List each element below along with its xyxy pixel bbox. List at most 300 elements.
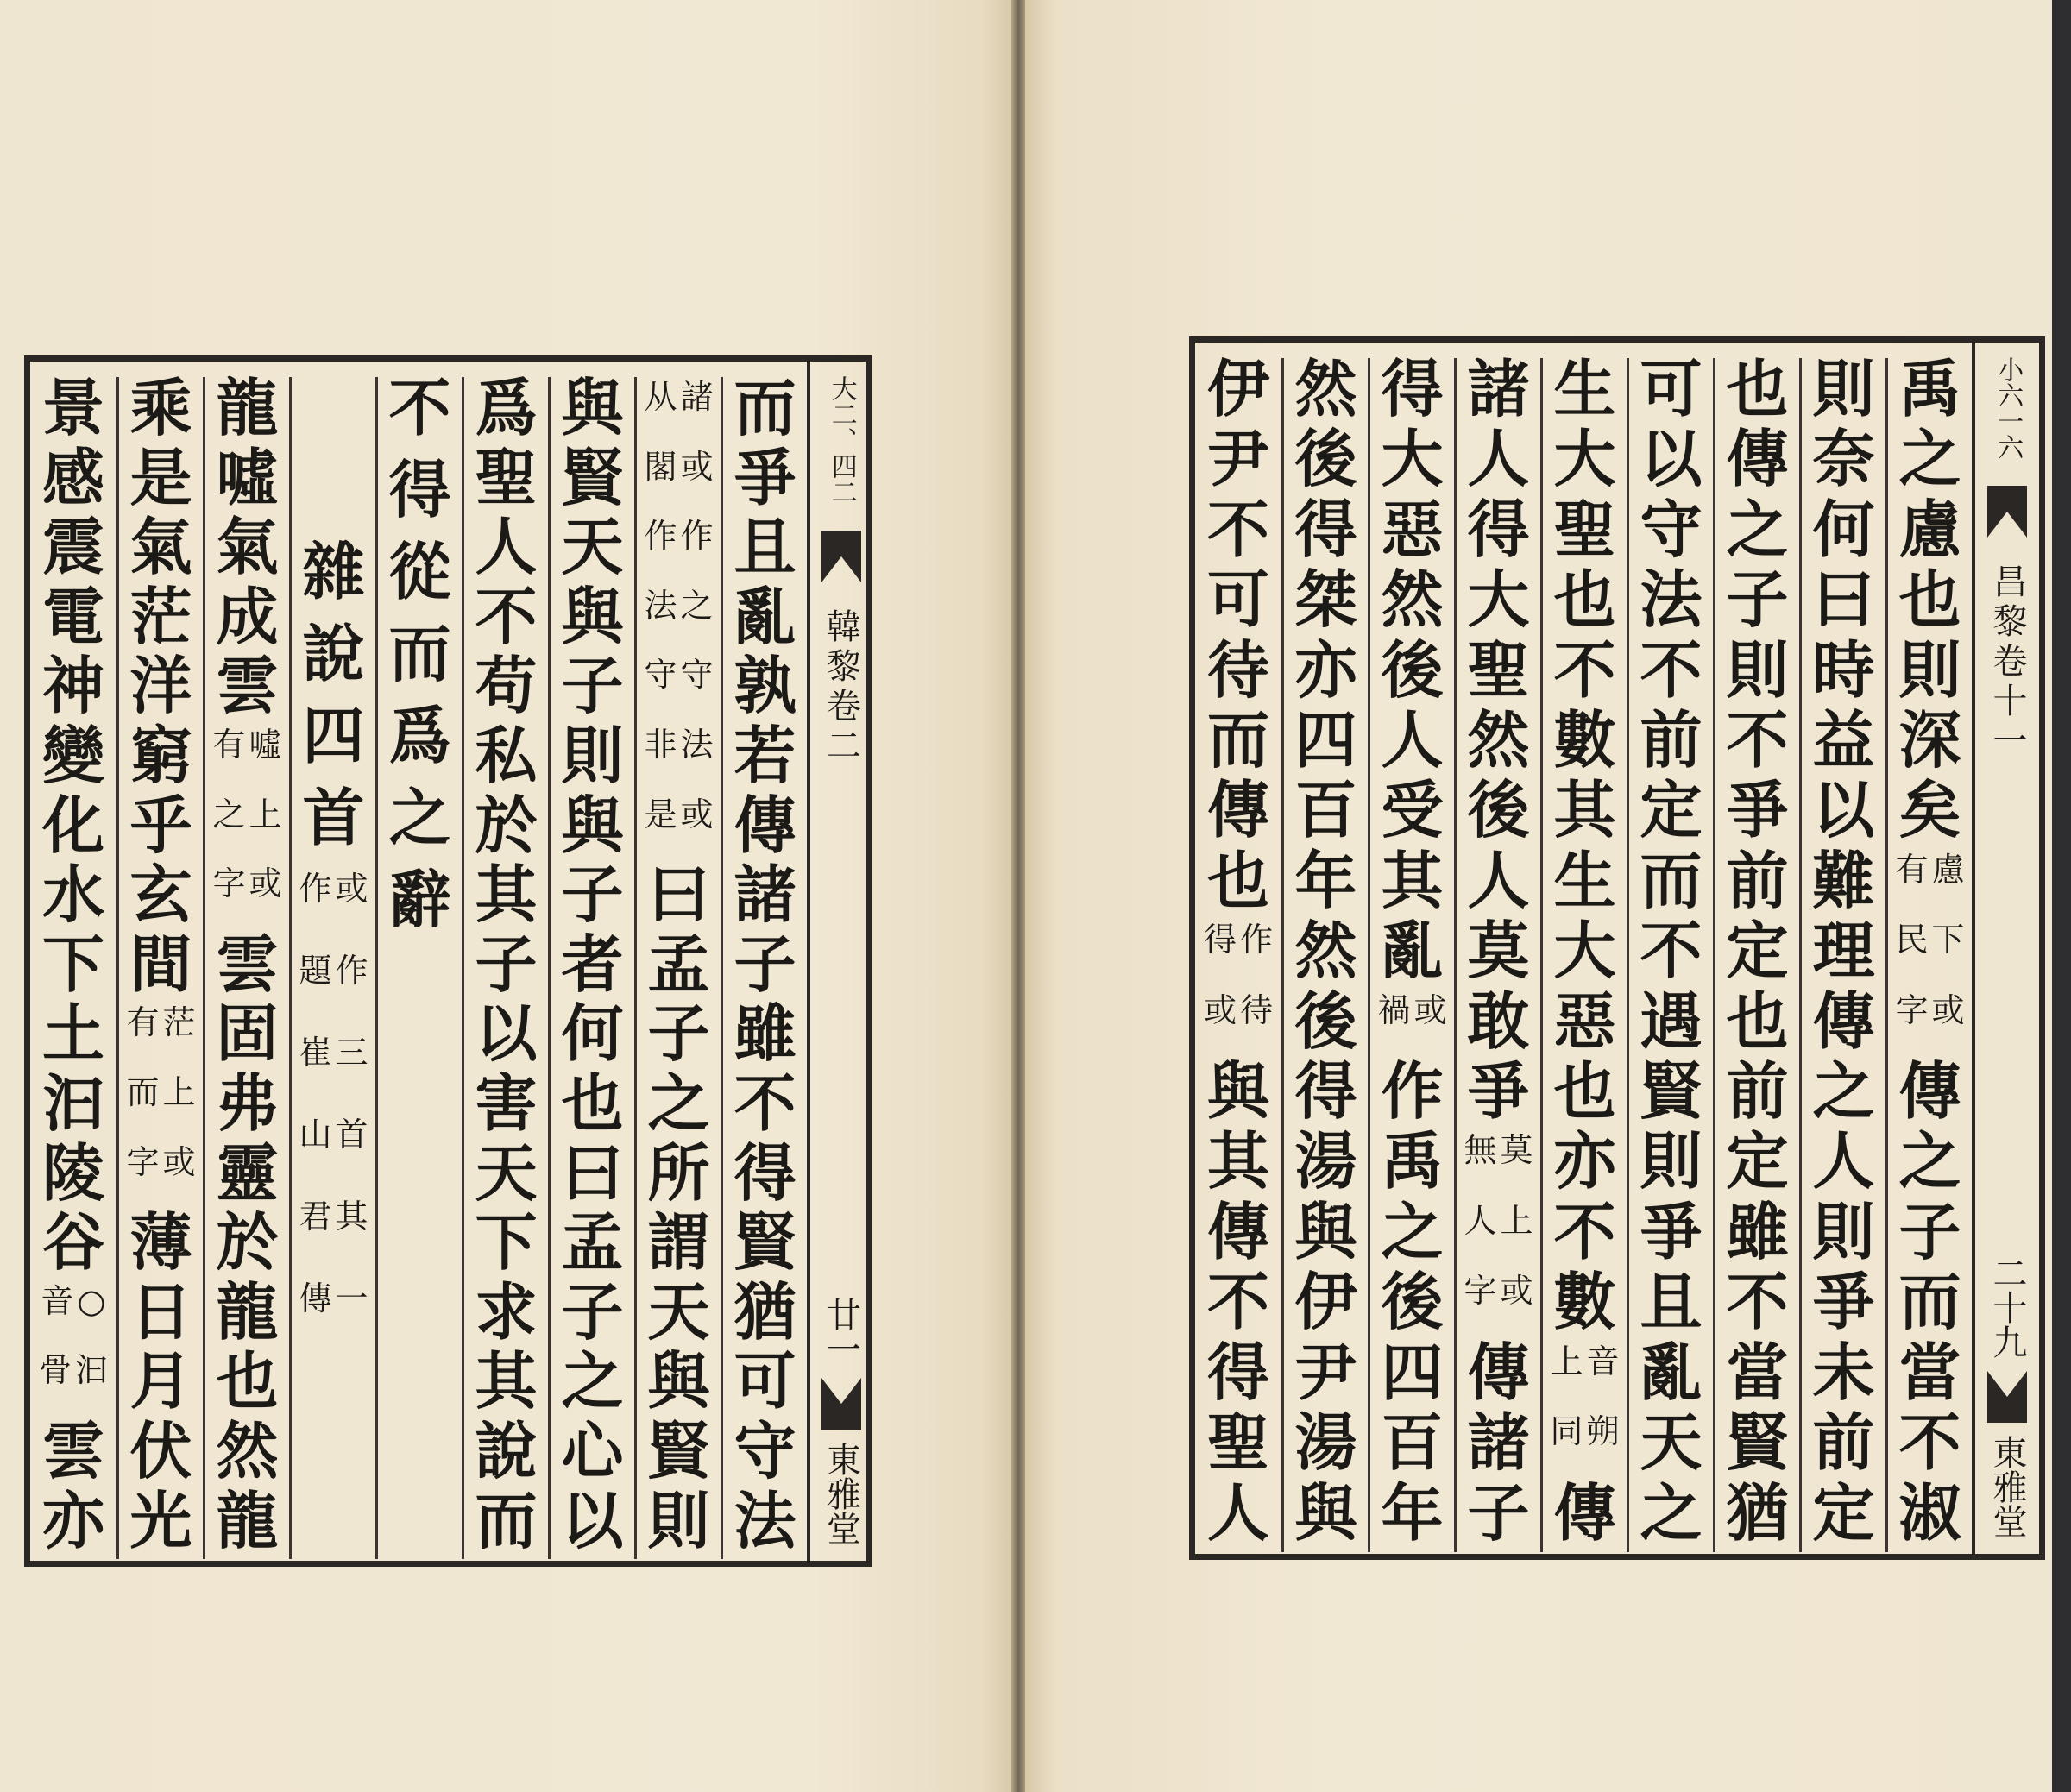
main-character: 薄: [129, 1205, 192, 1280]
main-character: 聖: [1206, 1405, 1269, 1480]
annotation-glyph: 有: [126, 1003, 160, 1042]
main-character: 前: [1726, 843, 1789, 917]
main-character: 謂: [647, 1205, 710, 1280]
main-character: 大: [1553, 914, 1616, 988]
main-character: 敢: [1467, 984, 1530, 1058]
main-character: 四: [302, 699, 365, 772]
main-character: 不: [1898, 1405, 1961, 1480]
annotation-pair: [1895, 850, 1964, 920]
annotation-character: [644, 725, 677, 795]
text-column: [1368, 352, 1454, 1552]
annotation-glyph: 傳: [299, 1280, 332, 1317]
text-column: [1713, 352, 1799, 1552]
main-character: 難: [1812, 843, 1875, 917]
main-character: 以: [475, 997, 538, 1071]
annotation-pair: [644, 655, 713, 725]
annotation-glyph: 上: [249, 795, 282, 833]
annotation-character: [163, 1072, 196, 1142]
main-character: 天: [561, 510, 624, 584]
annotation-glyph: 下: [1931, 921, 1965, 959]
annotation-glyph: 作: [299, 870, 332, 908]
annotation-character: [1464, 1130, 1496, 1200]
main-character: 與: [1294, 1194, 1357, 1268]
annotation-character: [1204, 990, 1237, 1060]
annotation-pair: [299, 951, 368, 1033]
main-character: [302, 377, 364, 459]
annotation-glyph: 茫: [162, 1003, 196, 1042]
main-character: 子: [1726, 563, 1789, 637]
annotation-glyph: 一: [335, 1280, 368, 1317]
main-character: 其: [1381, 843, 1444, 917]
main-character: 何: [1812, 492, 1875, 566]
annotation-pair: [212, 725, 281, 795]
fish-tail-mark-icon: [821, 531, 861, 582]
main-character: 下: [41, 927, 104, 1001]
page-edge: [2052, 0, 2071, 1792]
annotation-glyph: 或: [1931, 990, 1965, 1029]
main-character: 土: [41, 997, 104, 1071]
margin-leaf-number: 廿一: [821, 1297, 861, 1366]
main-character: 法: [733, 1483, 796, 1557]
main-character: 傳: [1553, 1475, 1616, 1550]
main-character: 淑: [1898, 1475, 1961, 1550]
annotation-character: [1932, 990, 1965, 1060]
main-character: 也: [1726, 352, 1789, 425]
annotation-glyph: 或: [680, 447, 714, 486]
annotation-glyph: 得: [1203, 921, 1237, 959]
main-character: 間: [129, 927, 192, 1001]
main-character: 大: [1553, 422, 1616, 496]
text-column: [30, 371, 116, 1559]
main-character: 然: [1381, 563, 1444, 637]
annotation-character: [1895, 920, 1928, 990]
annotation-character: [126, 1142, 159, 1212]
main-character: 亂: [1381, 914, 1444, 988]
main-character: 亦: [1553, 1124, 1616, 1198]
main-character: 可: [1206, 563, 1269, 637]
annotation-character: [644, 655, 677, 725]
annotation-pair: [299, 1279, 368, 1361]
text-column: [1885, 352, 1972, 1552]
main-character: 是: [129, 440, 192, 514]
main-character: 噓: [216, 440, 279, 514]
annotation-glyph: 同: [1550, 1412, 1583, 1451]
annotation-character: [1587, 1412, 1620, 1481]
annotation-glyph: 或: [162, 1142, 196, 1181]
main-character: 人: [1812, 1124, 1875, 1198]
annotation-character: [41, 1281, 73, 1351]
main-character: 不: [388, 371, 451, 444]
text-column: [116, 371, 203, 1559]
annotation-glyph: 作: [1240, 921, 1274, 959]
main-character: 而: [733, 371, 796, 444]
main-character: 可: [733, 1344, 796, 1418]
main-character: 人: [1381, 703, 1444, 777]
main-character: 天: [1640, 1405, 1703, 1480]
annotation-pair: [41, 1281, 105, 1351]
annotation-character: [681, 377, 714, 447]
main-character: 聖: [475, 440, 538, 514]
main-character: 大: [1467, 563, 1530, 637]
main-character: 陵: [41, 1135, 104, 1210]
annotation-character: [249, 864, 282, 934]
main-character: 後: [1467, 773, 1530, 847]
annotation-glyph: 題: [299, 952, 332, 990]
main-character: 與: [561, 788, 624, 862]
main-character: 守: [1640, 492, 1703, 566]
main-character: 亂: [1640, 1335, 1703, 1409]
annotation-character: [75, 1350, 108, 1420]
annotation-character: [1501, 1201, 1533, 1271]
annotation-character: [126, 1003, 159, 1072]
main-character: 理: [1812, 914, 1875, 988]
annotation-character: [212, 725, 245, 795]
annotation-glyph: 守: [680, 656, 714, 695]
main-character: 與: [1294, 1475, 1357, 1550]
main-character: 子: [1467, 1475, 1530, 1550]
main-character: 洋: [129, 649, 192, 723]
text-column: [1195, 352, 1281, 1552]
text-column: [721, 371, 807, 1559]
annotation-glyph: 待: [1240, 990, 1274, 1029]
annotation-character: [1932, 850, 1965, 920]
main-character: 以: [561, 1483, 624, 1557]
main-character: 不: [1726, 1265, 1789, 1339]
annotation-glyph: 三: [335, 1034, 368, 1072]
main-character: 子: [561, 649, 624, 723]
right-text-frame: [1189, 336, 2045, 1560]
annotation-pair: [644, 586, 713, 656]
main-character: 深: [1898, 703, 1961, 777]
main-character: 則: [1640, 1124, 1703, 1198]
main-character: 得: [1206, 1335, 1269, 1409]
annotation-pair: [126, 1072, 195, 1142]
main-character: 爭: [1726, 773, 1789, 847]
main-character: 亦: [1294, 632, 1357, 707]
main-character: 之: [1898, 422, 1961, 496]
annotation-glyph: 上: [162, 1072, 196, 1111]
main-character: 谷: [41, 1205, 104, 1280]
annotation-glyph: 或: [1203, 990, 1237, 1029]
main-character: 矣: [1898, 773, 1961, 847]
text-column: [1281, 352, 1368, 1552]
main-character: 窮: [129, 718, 192, 792]
main-character: 傳: [1467, 1335, 1530, 1409]
main-character: 前: [1726, 1054, 1789, 1129]
annotation-glyph: 諸: [680, 378, 714, 416]
main-character: 傳: [1206, 773, 1269, 847]
main-character: 下: [475, 1205, 538, 1280]
main-character: 者: [561, 927, 624, 1001]
main-character: 年: [1294, 843, 1357, 917]
annotation-character: [39, 1350, 72, 1420]
main-character: 孟: [561, 1205, 624, 1280]
annotation-character: [644, 795, 677, 865]
main-character: 震: [41, 510, 104, 584]
margin-title: 昌黎卷十一: [1987, 563, 2027, 762]
annotation-glyph: 是: [644, 795, 677, 833]
annotation-glyph: 首: [335, 1116, 368, 1154]
annotation-pair: [644, 377, 713, 447]
main-character: 諸: [1467, 352, 1530, 425]
main-character: 亂: [733, 579, 796, 653]
annotation-character: [336, 869, 368, 951]
main-character: 也: [1726, 984, 1789, 1058]
main-character: 賢: [1726, 1405, 1789, 1480]
fish-tail-mark-icon: [821, 1378, 861, 1430]
text-column: [289, 377, 375, 1559]
main-character: 得: [1467, 492, 1530, 566]
main-character: 得: [1294, 1054, 1357, 1129]
main-character: 電: [41, 579, 104, 653]
main-character: 求: [475, 1274, 538, 1349]
main-character: 不: [1206, 492, 1269, 566]
main-character: 氣: [216, 510, 279, 584]
main-character: 私: [475, 718, 538, 792]
main-character: 景: [41, 371, 104, 444]
main-character: 賢: [561, 440, 624, 514]
annotation-pair: [1377, 990, 1446, 1060]
main-character: 生: [1553, 843, 1616, 917]
main-character: 禹: [1381, 1124, 1444, 1198]
annotation-glyph: 閣: [644, 447, 677, 486]
annotation-glyph: 字: [1895, 990, 1929, 1029]
main-character: 孟: [647, 927, 710, 1001]
annotation-pair: [644, 516, 713, 586]
main-character: 也: [561, 1066, 624, 1140]
main-character: 當: [1726, 1335, 1789, 1409]
main-character: 湯: [1294, 1405, 1357, 1480]
main-character: 化: [41, 788, 104, 862]
annotation-glyph: 或: [1413, 990, 1447, 1029]
annotation-glyph: 慮: [1931, 850, 1965, 889]
main-character: 若: [733, 718, 796, 792]
main-character: 而: [475, 1483, 538, 1557]
annotation-character: [644, 447, 677, 517]
main-character: 當: [1898, 1335, 1961, 1409]
main-character: 四: [1381, 1335, 1444, 1409]
main-character: 聖: [1467, 632, 1530, 707]
margin-publisher: 東雅堂: [821, 1442, 861, 1545]
main-character: 諸: [733, 858, 796, 932]
main-character: 後: [1294, 984, 1357, 1058]
main-character: 曰: [561, 1135, 624, 1210]
margin-top-code: 大二、四二: [826, 375, 857, 505]
main-character: 不: [1726, 703, 1789, 777]
annotation-glyph: 法: [680, 725, 714, 764]
annotation-character: [126, 1072, 159, 1142]
main-character: 年: [1381, 1475, 1444, 1550]
main-character: 然: [216, 1413, 279, 1487]
annotation-character: [1414, 990, 1447, 1060]
margin-top-code: 小六一六: [1992, 356, 2024, 460]
annotation-character: [299, 1033, 331, 1115]
main-character: 前: [1812, 1405, 1875, 1480]
annotation-character: [681, 795, 714, 865]
main-character: 與: [561, 371, 624, 444]
main-character: 子: [561, 1274, 624, 1349]
main-character: 於: [216, 1205, 279, 1280]
annotation-glyph: 非: [644, 725, 677, 764]
main-character: 害: [475, 1066, 538, 1140]
main-character: 天: [647, 1274, 710, 1349]
main-character: 人: [1467, 843, 1530, 917]
annotation-pair: [126, 1003, 195, 1072]
main-character: 子: [561, 858, 624, 932]
main-character: 也: [1898, 563, 1961, 637]
annotation-character: [336, 1197, 368, 1279]
main-character: 孰: [733, 649, 796, 723]
main-character: 前: [1640, 703, 1703, 777]
main-character: 茫: [129, 579, 192, 653]
main-character: 天: [475, 1135, 538, 1210]
annotation-pair: [1895, 920, 1964, 990]
annotation-pair: [1895, 990, 1964, 1060]
annotation-glyph: 其: [335, 1198, 368, 1236]
main-character: 莫: [1467, 914, 1530, 988]
annotation-character: [1587, 1342, 1620, 1412]
main-character: 雜: [302, 535, 365, 608]
right-side-margin: [1972, 343, 2039, 1554]
annotation-glyph: 守: [644, 656, 677, 695]
text-column: [634, 377, 721, 1559]
main-character: 日: [129, 1274, 192, 1349]
annotation-pair: [1550, 1412, 1619, 1481]
main-character: 以: [1640, 422, 1703, 496]
main-character: 猶: [1726, 1475, 1789, 1550]
annotation-character: [212, 864, 245, 934]
main-character: 爭: [1467, 1054, 1530, 1129]
annotation-character: [644, 586, 677, 656]
annotation-character: [681, 586, 714, 656]
annotation-glyph: 禍: [1377, 990, 1411, 1029]
main-character: 說: [475, 1413, 538, 1487]
annotation-glyph: 或: [249, 865, 282, 903]
main-character: 子: [1898, 1194, 1961, 1268]
main-character: 守: [733, 1413, 796, 1487]
annotation-pair: [39, 1350, 108, 1420]
annotation-character: [1240, 990, 1273, 1060]
annotation-character: [644, 516, 677, 586]
main-character: 雲: [216, 649, 279, 723]
annotation-glyph: 人: [1464, 1201, 1497, 1240]
main-character: 之: [561, 1344, 624, 1418]
main-character: 大: [1381, 422, 1444, 496]
main-character: 惡: [1381, 492, 1444, 566]
annotation-glyph: 有: [1895, 850, 1929, 889]
main-character: 猶: [733, 1274, 796, 1349]
annotation-pair: [644, 725, 713, 795]
annotation-glyph: 上: [1500, 1201, 1533, 1240]
main-character: 雲: [41, 1413, 104, 1487]
main-character: 則: [1726, 632, 1789, 707]
main-character: 成: [216, 579, 279, 653]
annotation-pair: [1464, 1201, 1533, 1271]
annotation-glyph: 而: [126, 1072, 160, 1111]
main-character: 聖: [1553, 492, 1616, 566]
main-character: 也: [1553, 563, 1616, 637]
annotation-pair: [299, 1115, 368, 1197]
main-character: 則: [1898, 632, 1961, 707]
main-character: 尹: [1206, 422, 1269, 496]
annotation-glyph: 之: [680, 586, 714, 625]
main-character: 與: [561, 579, 624, 653]
main-character: 後: [1294, 422, 1357, 496]
main-character: 傳: [1898, 1054, 1961, 1129]
main-character: 賢: [1640, 1054, 1703, 1129]
annotation-glyph: 無: [1464, 1131, 1497, 1170]
annotation-character: [644, 377, 677, 447]
annotation-character: [1501, 1271, 1533, 1341]
main-character: 而: [1206, 703, 1269, 777]
main-character: 慮: [1898, 492, 1961, 566]
main-character: 爭: [1812, 1265, 1875, 1339]
main-character: 辭: [388, 863, 451, 936]
annotation-character: [249, 795, 282, 865]
annotation-glyph: ○: [77, 1281, 106, 1320]
main-character: 汩: [41, 1066, 104, 1140]
annotation-character: [212, 795, 245, 865]
annotation-character: [1377, 990, 1410, 1060]
text-column: [203, 371, 289, 1559]
main-character: 且: [733, 510, 796, 584]
annotation-character: [1464, 1271, 1496, 1341]
main-character: 乎: [129, 788, 192, 862]
annotation-glyph: 民: [1895, 921, 1929, 959]
annotation-pair: [644, 795, 713, 865]
annotation-glyph: 君: [299, 1198, 332, 1236]
main-character: 曰: [647, 858, 710, 932]
main-character: 變: [41, 718, 104, 792]
annotation-glyph: 或: [680, 795, 714, 833]
annotation-character: [1501, 1130, 1533, 1200]
annotation-pair: [1204, 920, 1273, 990]
main-character: 龍: [216, 1483, 279, 1557]
main-character: 受: [1381, 773, 1444, 847]
annotation-character: [163, 1003, 196, 1072]
annotation-character: [681, 516, 714, 586]
main-character: 之: [388, 781, 451, 854]
main-character: 何: [561, 997, 624, 1071]
main-character: 待: [1206, 632, 1269, 707]
annotation-character: [681, 447, 714, 517]
main-character: 定: [1640, 773, 1703, 847]
text-column: [1454, 352, 1540, 1552]
main-character: 傳: [1812, 984, 1875, 1058]
main-character: 尹: [1294, 1335, 1357, 1409]
annotation-pair: [1550, 1342, 1619, 1412]
annotation-character: [299, 869, 331, 951]
annotation-glyph: 作: [680, 517, 714, 556]
main-character: 桀: [1294, 563, 1357, 637]
text-column: [1799, 352, 1885, 1552]
annotation-glyph: 之: [212, 795, 246, 833]
main-character: 得: [1381, 352, 1444, 425]
annotation-glyph: 崔: [299, 1034, 332, 1072]
annotation-glyph: 骨: [38, 1351, 72, 1390]
main-character: 然: [1294, 914, 1357, 988]
main-character: 而: [1640, 843, 1703, 917]
main-character: 子: [475, 927, 538, 1001]
annotation-glyph: 汩: [75, 1351, 109, 1390]
main-character: 得: [733, 1135, 796, 1210]
annotation-character: [1895, 990, 1928, 1060]
annotation-character: [336, 951, 368, 1033]
annotation-glyph: 音: [1586, 1342, 1620, 1380]
main-character: 氣: [129, 510, 192, 584]
annotation-character: [681, 725, 714, 795]
main-character: 則: [561, 718, 624, 792]
